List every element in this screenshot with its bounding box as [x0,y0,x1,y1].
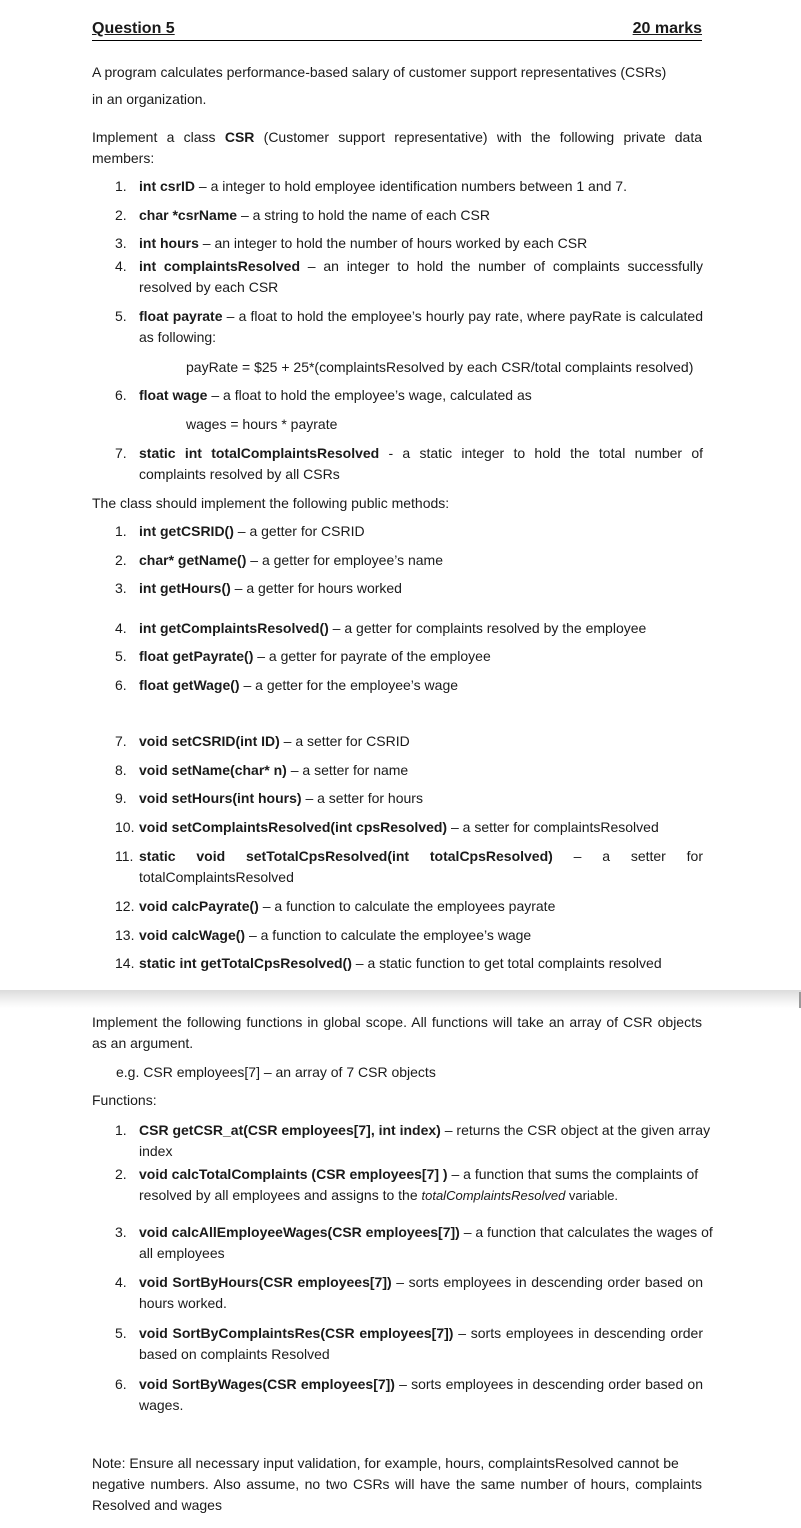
member-item-cont: resolved by each CSR [139,279,279,295]
class-spec-line-2: members: [92,150,155,166]
functions-label: Functions: [92,1092,157,1108]
page-break [0,990,801,1008]
method-item: static int getTotalCpsResolved() – a static function to get total complaints resolved [139,955,662,971]
method-number: 1. [115,523,127,539]
function-number: 5. [115,1325,127,1341]
method-number: 9. [115,790,127,806]
function-item: void calcAllEmployeeWages(CSR employees[7]) – a function that calculates the wages of [139,1224,713,1240]
method-number: 3. [115,580,127,596]
method-item: void setName(char* n) – a setter for name [139,762,409,778]
method-number: 2. [115,552,127,568]
function-item-cont: index [139,1143,173,1159]
method-number: 7. [115,733,127,749]
method-number: 5. [115,648,127,664]
member-item: int csrID – a integer to hold employee identification numbers between 1 and 7. [139,178,627,194]
member-item: float payrate – a float to hold the employee’s hourly pay rate, where payRate is calculated [139,308,703,324]
method-number: 6. [115,677,127,693]
member-item: int hours – an integer to hold the number of hours worked by each CSR [139,235,588,251]
member-item: float wage – a float to hold the employee’s wage, calculated as [139,387,532,403]
function-number: 1. [115,1122,127,1138]
note-line-2: negative numbers. Also assume, no two CSRs will have the same number of hours, complaints [92,1476,702,1492]
function-item-cont: based on complaints Resolved [139,1346,330,1362]
member-item-cont: complaints resolved by all CSRs [139,466,340,482]
function-item-cont: wages. [139,1397,184,1413]
note-line-1: Note: Ensure all necessary input validation, for example, hours, complaintsResolved cannot be [92,1455,679,1471]
method-item: static void setTotalCpsResolved(int totalCpsResolved) – a setter for [139,848,704,864]
question-header [92,18,702,41]
intro-line-2: in an organization. [92,91,207,107]
function-item: void calcTotalComplaints (CSR employees[7] ) – a function that sums the complaints of [139,1166,699,1182]
class-spec-line-1: Implement a class CSR (Customer support representative) with the following private data [92,129,703,145]
member-item: int complaintsResolved – an integer to hold the number of complaints successfully [139,258,703,274]
method-item: void calcWage() – a function to calculate the employee’s wage [139,927,532,943]
method-item: float getPayrate() – a getter for payrate of the employee [139,648,491,664]
methods-intro: The class should implement the following public methods: [92,495,450,511]
method-number: 10. [115,819,135,835]
page-2 [0,1008,801,1528]
member-number: 7. [115,445,127,461]
member-item-cont: as following: [139,329,217,345]
global-line-1: Implement the following functions in global scope. All functions will take an array of CSR objects [92,1014,702,1030]
function-item: CSR getCSR_at(CSR employees[7], int index) – returns the CSR object at the given array [139,1122,711,1138]
method-item: void calcPayrate() – a function to calculate the employees payrate [139,898,556,914]
class-name: CSR [224,129,255,145]
member-number: 4. [115,258,127,274]
function-number: 4. [115,1274,127,1290]
method-item: void setComplaintsResolved(int cpsResolved) – a setter for complaintsResolved [139,819,659,835]
method-item: int getHours() – a getter for hours worked [139,580,402,596]
function-number: 3. [115,1224,127,1240]
method-item: void setHours(int hours) – a setter for hours [139,790,423,806]
member-number: 5. [115,308,127,324]
question-title: Question 5 [92,20,175,37]
wages-formula: wages = hours * payrate [186,416,338,432]
method-item-cont: totalComplaintsResolved [139,869,294,885]
method-number: 13. [115,927,135,943]
member-number: 6. [115,387,127,403]
method-number: 12. [115,898,135,914]
function-item-cont: resolved by all employees and assigns to the totalComplaintsResolved variable. [139,1187,619,1203]
note-line-3: Resolved and wages [92,1497,222,1513]
global-line-2: as an argument. [92,1035,194,1051]
function-number: 6. [115,1376,127,1392]
method-number: 14. [115,955,135,971]
question-marks: 20 marks [632,20,702,37]
function-item: void SortByWages(CSR employees[7]) – sorts employees in descending order based on [139,1376,703,1392]
method-number: 8. [115,762,127,778]
function-item-cont: all employees [139,1245,225,1261]
function-item-cont: hours worked. [139,1295,227,1311]
method-item: int getComplaintsResolved() – a getter for complaints resolved by the employee [139,620,647,636]
intro-line-1: A program calculates performance-based salary of customer support representatives (CSRs) [92,64,667,80]
method-item: void setCSRID(int ID) – a setter for CSRID [139,733,410,749]
member-item: static int totalComplaintsResolved - a static integer to hold the total number of [139,445,703,461]
method-item: char* getName() – a getter for employee’s name [139,552,444,568]
method-item: int getCSRID() – a getter for CSRID [139,523,365,539]
function-item: void SortByHours(CSR employees[7]) – sorts employees in descending order based on [139,1274,703,1290]
payrate-formula: payRate = $25 + 25*(complaintsResolved by each CSR/total complaints resolved) [186,359,694,375]
function-number: 2. [115,1166,127,1182]
member-number: 3. [115,235,127,251]
method-item: float getWage() – a getter for the employee’s wage [139,677,459,693]
member-number: 2. [115,207,127,223]
method-number: 11. [115,848,134,864]
method-number: 4. [115,620,127,636]
example-line: e.g. CSR employees[7] – an array of 7 CSR objects [116,1064,436,1080]
function-item: void SortByComplaintsRes(CSR employees[7]) – sorts employees in descending order [139,1325,704,1341]
member-item: char *csrName – a string to hold the name of each CSR [139,207,490,223]
member-number: 1. [115,178,127,194]
